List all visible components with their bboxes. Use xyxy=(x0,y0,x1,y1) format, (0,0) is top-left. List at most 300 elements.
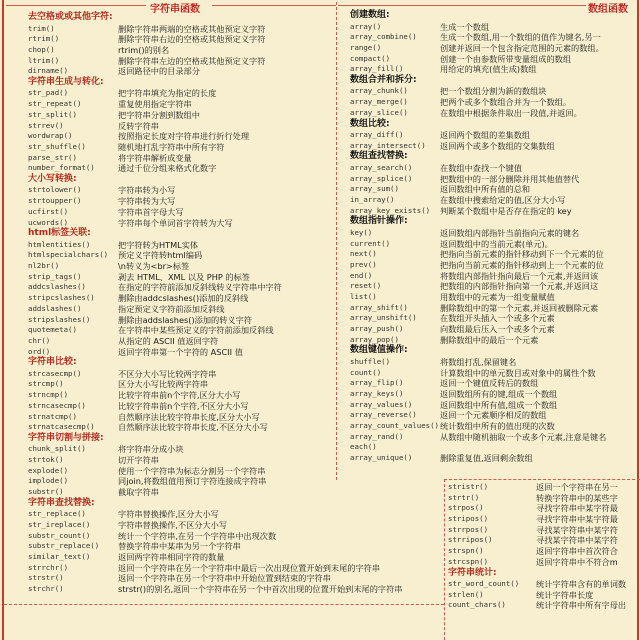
function-description: 字符串转为大写 xyxy=(118,196,176,207)
left-bottom-divider xyxy=(4,604,444,606)
function-row xyxy=(350,32,640,43)
function-name: strrchr() xyxy=(28,562,69,572)
array-functions-column xyxy=(350,10,640,464)
function-description: 统计一个字符串,在另一个字符串中出现次数 xyxy=(118,530,277,541)
function-description: 返回一个键值反转后的数组 xyxy=(440,378,539,389)
function-row xyxy=(350,184,640,195)
function-name: array_chunk() xyxy=(350,86,408,96)
function-name: htmlspecialchars() xyxy=(28,250,109,260)
function-row xyxy=(28,142,334,153)
function-row xyxy=(28,487,334,498)
function-name: substr() xyxy=(28,487,64,497)
function-description: 创建一个由参数所带变量组成的数组 xyxy=(440,53,572,64)
function-name: explode() xyxy=(28,465,69,475)
function-name: trim() xyxy=(28,23,55,33)
function-name: array() xyxy=(350,21,382,31)
function-name: number_format() xyxy=(28,163,95,173)
function-description: 在指定的字符前添加反斜线转义字符串中字符 xyxy=(118,282,282,293)
function-row xyxy=(28,163,334,174)
function-description: 删除字符串两端的空格或其他预定义字符 xyxy=(118,23,266,34)
function-name: strchr() xyxy=(28,584,64,594)
function-row xyxy=(350,357,640,368)
function-name: addslashes() xyxy=(28,303,82,313)
function-row xyxy=(28,347,334,358)
function-name: ucwords() xyxy=(28,217,69,227)
function-description: 返回数组中所有值的总和 xyxy=(440,184,531,195)
function-name: count() xyxy=(350,367,382,377)
function-description: 反转字符串 xyxy=(118,120,159,131)
function-description: 同join,将数组值用预订字符连接成字符串 xyxy=(118,476,267,487)
function-name: rtrim() xyxy=(28,34,60,44)
function-description: 使用一个字符串为标志分割另一个字符串 xyxy=(118,465,266,476)
function-name: strtr() xyxy=(448,492,480,502)
function-row xyxy=(350,281,640,292)
function-row xyxy=(28,153,334,164)
function-row xyxy=(350,249,640,260)
function-description: 返回一个字符串在另一个字符串中最后一次出现位置开始到末尾的字符串 xyxy=(118,562,381,573)
function-description: 将数组内部指针指向最后一个元素,并返回该 xyxy=(440,270,599,281)
section-title: 字符串统计: xyxy=(448,567,497,578)
function-name: key() xyxy=(350,227,373,237)
function-description: 把数组的内部指针指向第一个元素,并返回这 xyxy=(440,281,599,292)
function-description: 在数组中搜索给定的值,区分大小写 xyxy=(440,194,566,205)
function-description: 把两个或多个数组合并为一个数组。 xyxy=(440,97,572,108)
function-row xyxy=(28,272,334,283)
function-name: strcasecmp() xyxy=(28,368,82,378)
function-name: current() xyxy=(350,238,391,248)
function-description: 统计字符串含有的单词数 xyxy=(536,579,627,589)
function-name: str_repeat() xyxy=(28,99,82,109)
function-row xyxy=(28,261,334,272)
function-row xyxy=(350,228,640,239)
function-row xyxy=(28,131,334,142)
function-description: 截取字符串 xyxy=(118,487,159,498)
function-row xyxy=(28,315,334,326)
function-row xyxy=(350,163,640,174)
function-row xyxy=(28,412,334,423)
function-description: 在数组开头插入一个或多个元素 xyxy=(440,313,555,324)
function-row xyxy=(28,369,334,380)
function-description: 字符串替换操作,区分大小写 xyxy=(118,509,219,520)
function-row xyxy=(350,410,640,421)
function-row xyxy=(28,88,334,99)
function-description: 把一个数组分割为新的数组块 xyxy=(440,86,547,97)
function-description: 删除数组中的第一个元素,并返回被删除元素 xyxy=(440,302,599,313)
function-row xyxy=(448,514,638,525)
section-title: 数组指针操作: xyxy=(350,216,408,227)
function-row xyxy=(350,368,640,379)
function-name: array_pop() xyxy=(350,334,399,344)
function-description: 统计字符串中所有字母出 xyxy=(536,600,627,611)
function-description: 在数组中根据条件取出一段值,并返回。 xyxy=(440,107,582,118)
array-functions-header: 数组函数 xyxy=(588,4,628,15)
function-name: array_diff() xyxy=(350,130,404,139)
function-row xyxy=(350,442,640,453)
function-name: ord() xyxy=(28,346,51,356)
function-description: 从数组中随机抽取一个或多个元素,注意是键名 xyxy=(440,431,607,442)
function-row xyxy=(350,130,640,141)
function-row xyxy=(28,34,334,45)
function-description: 寻找字符串中某字符最 xyxy=(536,503,618,514)
function-row xyxy=(28,584,403,595)
function-name: str_ireplace() xyxy=(28,520,91,529)
function-name: strrpos() xyxy=(448,524,489,534)
function-name: array_keys() xyxy=(350,388,404,398)
function-name: addcslashes() xyxy=(28,282,86,292)
function-description: 字符串首字母大写 xyxy=(118,206,184,217)
section-title: 字符串生成与转化: xyxy=(28,76,104,87)
function-name: nl2br() xyxy=(28,261,60,271)
function-row xyxy=(448,493,638,504)
function-row xyxy=(28,379,334,390)
function-description: 删除重复值,返回剩余数组 xyxy=(440,453,533,464)
function-row xyxy=(448,557,638,568)
function-row xyxy=(28,240,334,251)
function-row xyxy=(350,378,640,389)
function-name: array_shift() xyxy=(350,302,408,312)
function-name: str_shuffle() xyxy=(28,141,86,151)
function-name: strrev() xyxy=(28,120,64,130)
function-name: str_split() xyxy=(28,109,77,119)
function-description: 把指向当前元素的指针移动到上一个元素的位 xyxy=(440,259,604,270)
function-description: 删除字符串右边的空格或其他预定义字符 xyxy=(118,34,266,45)
function-name: chop() xyxy=(28,44,55,54)
header-rule-right xyxy=(338,5,586,6)
function-row xyxy=(350,174,640,185)
section-title: html标签关联: xyxy=(28,228,91,239)
function-row xyxy=(448,579,638,590)
section-title: 字符串查找替换: xyxy=(28,497,95,508)
function-row xyxy=(350,432,640,443)
function-name: quotemeta() xyxy=(28,325,77,335)
function-description: 把字符串填充为指定的长度 xyxy=(118,88,217,99)
function-description: 将数组打乱,保留键名 xyxy=(440,356,517,367)
function-name: array_reverse() xyxy=(350,410,417,420)
function-row xyxy=(28,325,334,336)
function-row xyxy=(350,108,640,119)
function-name: strpos() xyxy=(448,503,484,513)
function-name: prev() xyxy=(350,259,377,269)
function-name: substr_count() xyxy=(28,530,91,540)
function-name: strnatcasecmp() xyxy=(28,422,95,432)
section-title: 数组比较: xyxy=(350,118,390,129)
function-description: 创建并返回一个包含指定范围的元素的数组。 xyxy=(440,42,604,53)
function-row xyxy=(28,573,334,584)
function-description: 将字符串分成小块 xyxy=(118,444,184,455)
function-name: array_push() xyxy=(350,324,404,333)
function-description: 切开字符串 xyxy=(118,455,159,466)
function-description: 预定义字符转html编码 xyxy=(118,250,203,261)
function-name: list() xyxy=(350,291,377,301)
function-name: array_count_values() xyxy=(350,421,439,430)
left-border xyxy=(2,0,4,640)
function-row xyxy=(448,590,638,601)
function-row xyxy=(350,260,640,271)
function-name: array_sum() xyxy=(350,184,399,194)
function-name: array_intersect() xyxy=(350,140,426,150)
function-row xyxy=(350,389,640,400)
function-row xyxy=(28,390,334,401)
function-name: next() xyxy=(350,249,377,259)
function-description: 寻找某字符串中某字符 xyxy=(536,535,618,546)
function-description: 自然顺序法比较字符串长度,区分大小写 xyxy=(118,411,260,422)
function-row xyxy=(28,455,334,466)
function-name: in_array() xyxy=(350,194,395,204)
function-row xyxy=(350,195,640,206)
function-name: each() xyxy=(350,442,377,452)
section-title: 去空格或或其他字符: xyxy=(28,12,113,22)
function-description: 向数组最后压入一个或多个元素 xyxy=(440,324,555,334)
function-row xyxy=(28,509,334,520)
function-description: 按照指定长度对字符串进行折行处理 xyxy=(118,131,250,142)
function-description: 不区分大小写比较两字符串 xyxy=(118,368,217,379)
function-row xyxy=(448,503,638,514)
function-description: 随机地打乱字符串中所有字符 xyxy=(118,141,225,152)
function-name: ltrim() xyxy=(28,55,60,65)
function-description: 生成一个数组 xyxy=(440,21,490,32)
section-title: 数组查找替换: xyxy=(350,151,408,162)
function-name: parse_str() xyxy=(28,152,77,162)
function-description: 在数组中查找一个键值 xyxy=(440,162,522,173)
function-row xyxy=(28,476,334,487)
function-description: 转换字符串中的某些字 xyxy=(536,492,618,503)
function-row xyxy=(448,535,638,546)
function-name: strncmp() xyxy=(28,390,69,400)
function-row xyxy=(350,421,640,432)
function-description: 把字符转为HTML实体 xyxy=(118,239,199,250)
header-rule-mid xyxy=(212,5,336,6)
function-row xyxy=(28,531,334,542)
column-divider xyxy=(336,2,338,480)
function-name: array_slice() xyxy=(350,107,408,117)
function-name: array_flip() xyxy=(350,378,404,388)
function-description: 删除由addcslashes()添加的反斜线 xyxy=(118,293,249,304)
function-row xyxy=(28,422,334,433)
function-name: stripcslashes() xyxy=(28,293,95,303)
function-row xyxy=(350,141,640,152)
function-description: 返回数组中的当前元素(单元)。 xyxy=(440,238,553,249)
function-row xyxy=(28,304,334,315)
function-description: 计算数组中的单元数目或对象中的属性个数 xyxy=(440,367,596,378)
function-row xyxy=(350,303,640,314)
function-row xyxy=(28,196,334,207)
function-name: array_fill() xyxy=(350,64,404,74)
function-description: 把指向当前元素的指针移动到下一个元素的位 xyxy=(440,249,604,260)
function-name: chunk_split() xyxy=(28,444,86,454)
bottom-column-divider xyxy=(444,479,446,640)
function-description: 重复使用指定字符串 xyxy=(118,99,192,110)
function-name: array_combine() xyxy=(350,32,417,42)
function-row xyxy=(28,218,334,229)
function-description: 从指定的 ASCII 值返回字符 xyxy=(118,335,219,346)
function-row xyxy=(28,185,334,196)
function-description: 通过千位分组来格式化数字 xyxy=(118,163,217,174)
function-description: 比较字符串前n个字符,区分大小写 xyxy=(118,390,241,401)
function-description: 用给定的填充(值生成)数组 xyxy=(440,64,537,75)
function-name: implode() xyxy=(28,476,69,486)
header-rule-left xyxy=(6,5,146,6)
function-description: 把字符串分割到数组中 xyxy=(118,109,200,120)
function-description: 返回路径中的目录部分 xyxy=(118,66,200,77)
function-row xyxy=(28,24,334,35)
function-description: 字符串每个单词首字符转为大写 xyxy=(118,217,233,228)
function-description: 返回数组内部指针当前指向元素的键名 xyxy=(440,227,580,238)
function-name: strripos() xyxy=(448,535,493,545)
function-description: 字符串转为小写 xyxy=(118,185,176,196)
function-row xyxy=(448,600,638,611)
function-name: array_values() xyxy=(350,399,413,409)
function-name: str_pad() xyxy=(28,88,69,98)
function-description: 返回字符串中首次符合 xyxy=(536,546,618,557)
function-name: str_replace() xyxy=(28,509,86,519)
function-row xyxy=(350,239,640,250)
function-row xyxy=(448,525,638,536)
function-description: 把数组中的一部分删除并用其他值替代 xyxy=(440,173,580,184)
function-name: count_chars() xyxy=(448,600,506,610)
function-row xyxy=(350,54,640,65)
function-row xyxy=(28,336,334,347)
function-row xyxy=(28,552,334,563)
function-name: chr() xyxy=(28,335,51,345)
function-description: 寻找字符串中某字符最 xyxy=(536,514,618,525)
function-name: array_rand() xyxy=(350,431,404,441)
function-name: substr_replace() xyxy=(28,541,100,551)
function-description: 比较字符串前n个字符,不区分大小写 xyxy=(118,400,249,411)
function-row xyxy=(28,293,334,304)
function-row xyxy=(448,546,638,557)
function-description: 返回数组中所有值,组成一个数组 xyxy=(440,399,558,410)
function-description: 返回数组所有的键,组成一个数组 xyxy=(440,388,558,399)
function-description: 统计字符串长度 xyxy=(536,589,594,600)
function-description: 返回字符串第一个字符的 ASCII 值 xyxy=(118,346,243,357)
function-row xyxy=(350,97,640,108)
function-row xyxy=(28,541,334,552)
function-row xyxy=(28,250,334,261)
function-name: array_search() xyxy=(350,162,413,172)
section-title: 数组合并和拆分: xyxy=(350,74,417,85)
function-row xyxy=(28,282,334,293)
function-name: stripos() xyxy=(448,514,489,524)
section-title: 数组键值操作: xyxy=(350,345,408,356)
function-row xyxy=(350,206,640,217)
function-row xyxy=(28,444,334,455)
function-row xyxy=(350,22,640,33)
function-name: shuffle() xyxy=(350,356,391,366)
section-title: 字符串切割与拼接: xyxy=(28,432,104,443)
function-name: strcmp() xyxy=(28,379,64,389)
function-name: similar_text() xyxy=(28,552,91,562)
function-name: strcspn() xyxy=(448,556,489,566)
function-row xyxy=(28,110,334,121)
function-row xyxy=(28,66,334,77)
string-functions-header: 字符串函数 xyxy=(150,4,200,15)
function-description: 返回两个数组的差集数组 xyxy=(440,130,531,140)
function-row xyxy=(350,324,640,335)
function-description: 自然顺序法比较字符串长度,不区分大小写 xyxy=(118,422,268,433)
function-row xyxy=(350,313,640,324)
function-row xyxy=(28,56,334,67)
function-name: compact() xyxy=(350,53,391,63)
function-name: wordwrap() xyxy=(28,131,73,141)
function-description: 返回两字符串相同字符的数量 xyxy=(118,552,225,563)
function-row xyxy=(28,562,381,574)
function-description: 指定预定义字符前添加反斜线 xyxy=(118,303,225,314)
function-name: strlen() xyxy=(448,589,484,599)
function-name: strtolower() xyxy=(28,185,82,195)
function-row xyxy=(350,43,640,54)
function-description: 剥去 HTML、XML 以及 PHP 的标签 xyxy=(118,271,250,282)
function-description: 在字符串中某些预定义的字符前添加反斜线 xyxy=(118,325,274,336)
function-description: strstr()的别名,返回一个字符串在另一个中首次出现的位置开始到末尾的字符串 xyxy=(118,584,403,595)
function-name: strstr() xyxy=(28,573,64,583)
function-name: array_unshift() xyxy=(350,313,417,323)
function-description: 区分大小写比较两字符串 xyxy=(118,379,209,390)
function-name: array_merge() xyxy=(350,97,408,107)
section-title: 创建数组: xyxy=(350,10,390,20)
function-description: \n转义为<br>标签 xyxy=(118,261,190,272)
function-description: 删除由addslashes()添加的转义字符 xyxy=(118,314,252,325)
function-description: 统计数组中所有的值出现的次数 xyxy=(440,421,555,431)
function-row xyxy=(28,520,334,531)
function-name: stristr() xyxy=(448,482,489,491)
function-description: 返回两个或多个数组的交集数组 xyxy=(440,140,555,151)
function-name: array_splice() xyxy=(350,173,413,183)
function-description: 将字符串解析成变量 xyxy=(118,152,192,163)
function-row xyxy=(350,64,640,75)
function-description: 删除字符串左边的空格或其他预定义字符 xyxy=(118,55,266,66)
function-name: end() xyxy=(350,270,373,280)
function-name: reset() xyxy=(350,281,382,291)
function-name: strtok() xyxy=(28,455,64,465)
function-row xyxy=(28,121,334,132)
section-title: 大小写转换: xyxy=(28,173,77,184)
function-row xyxy=(350,86,640,97)
function-row xyxy=(28,401,334,412)
function-name: strnatcmp() xyxy=(28,411,77,421)
function-name: strip_tags() xyxy=(28,271,82,281)
function-row xyxy=(28,45,334,56)
function-name: ucfirst() xyxy=(28,206,69,216)
function-row xyxy=(350,292,640,303)
function-row xyxy=(350,453,640,464)
function-description: 删除数组中的最后一个元素 xyxy=(440,334,539,345)
bottom-divider xyxy=(444,479,640,481)
function-description: 替换字符串中某串为另一个字符串 xyxy=(118,541,241,552)
function-description: rtrim()的别名 xyxy=(118,44,170,55)
function-description: 生成一个数组,用一个数组的值作为键名,另一 xyxy=(440,32,601,43)
section-title: 字符串比较: xyxy=(28,357,77,368)
function-name: stripslashes() xyxy=(28,314,91,324)
function-row xyxy=(448,482,638,493)
function-row xyxy=(28,466,334,477)
function-description: 返回一个字符串在另一个字符串中开始位置到结束的字符串 xyxy=(118,573,331,584)
function-description: 返回一个字符串在另一 xyxy=(536,482,618,492)
function-row xyxy=(350,335,640,346)
function-row xyxy=(350,271,640,282)
function-name: strspn() xyxy=(448,546,484,556)
function-name: strncasecmp() xyxy=(28,400,86,410)
function-row xyxy=(28,99,334,110)
function-name: htmlentities() xyxy=(28,239,91,249)
function-description: 寻找某字符串中某字符 xyxy=(536,524,618,535)
function-description: 判断某个数组中是否存在指定的 key xyxy=(440,205,572,216)
function-name: dirname() xyxy=(28,66,69,76)
function-name: str_word_count() xyxy=(448,579,520,588)
function-description: 返回一个元素顺序相反的数组 xyxy=(440,410,547,421)
string-search-column xyxy=(448,482,638,611)
function-description: 字符串替换操作,不区分大小写 xyxy=(118,520,228,530)
function-name: strtoupper() xyxy=(28,196,82,206)
